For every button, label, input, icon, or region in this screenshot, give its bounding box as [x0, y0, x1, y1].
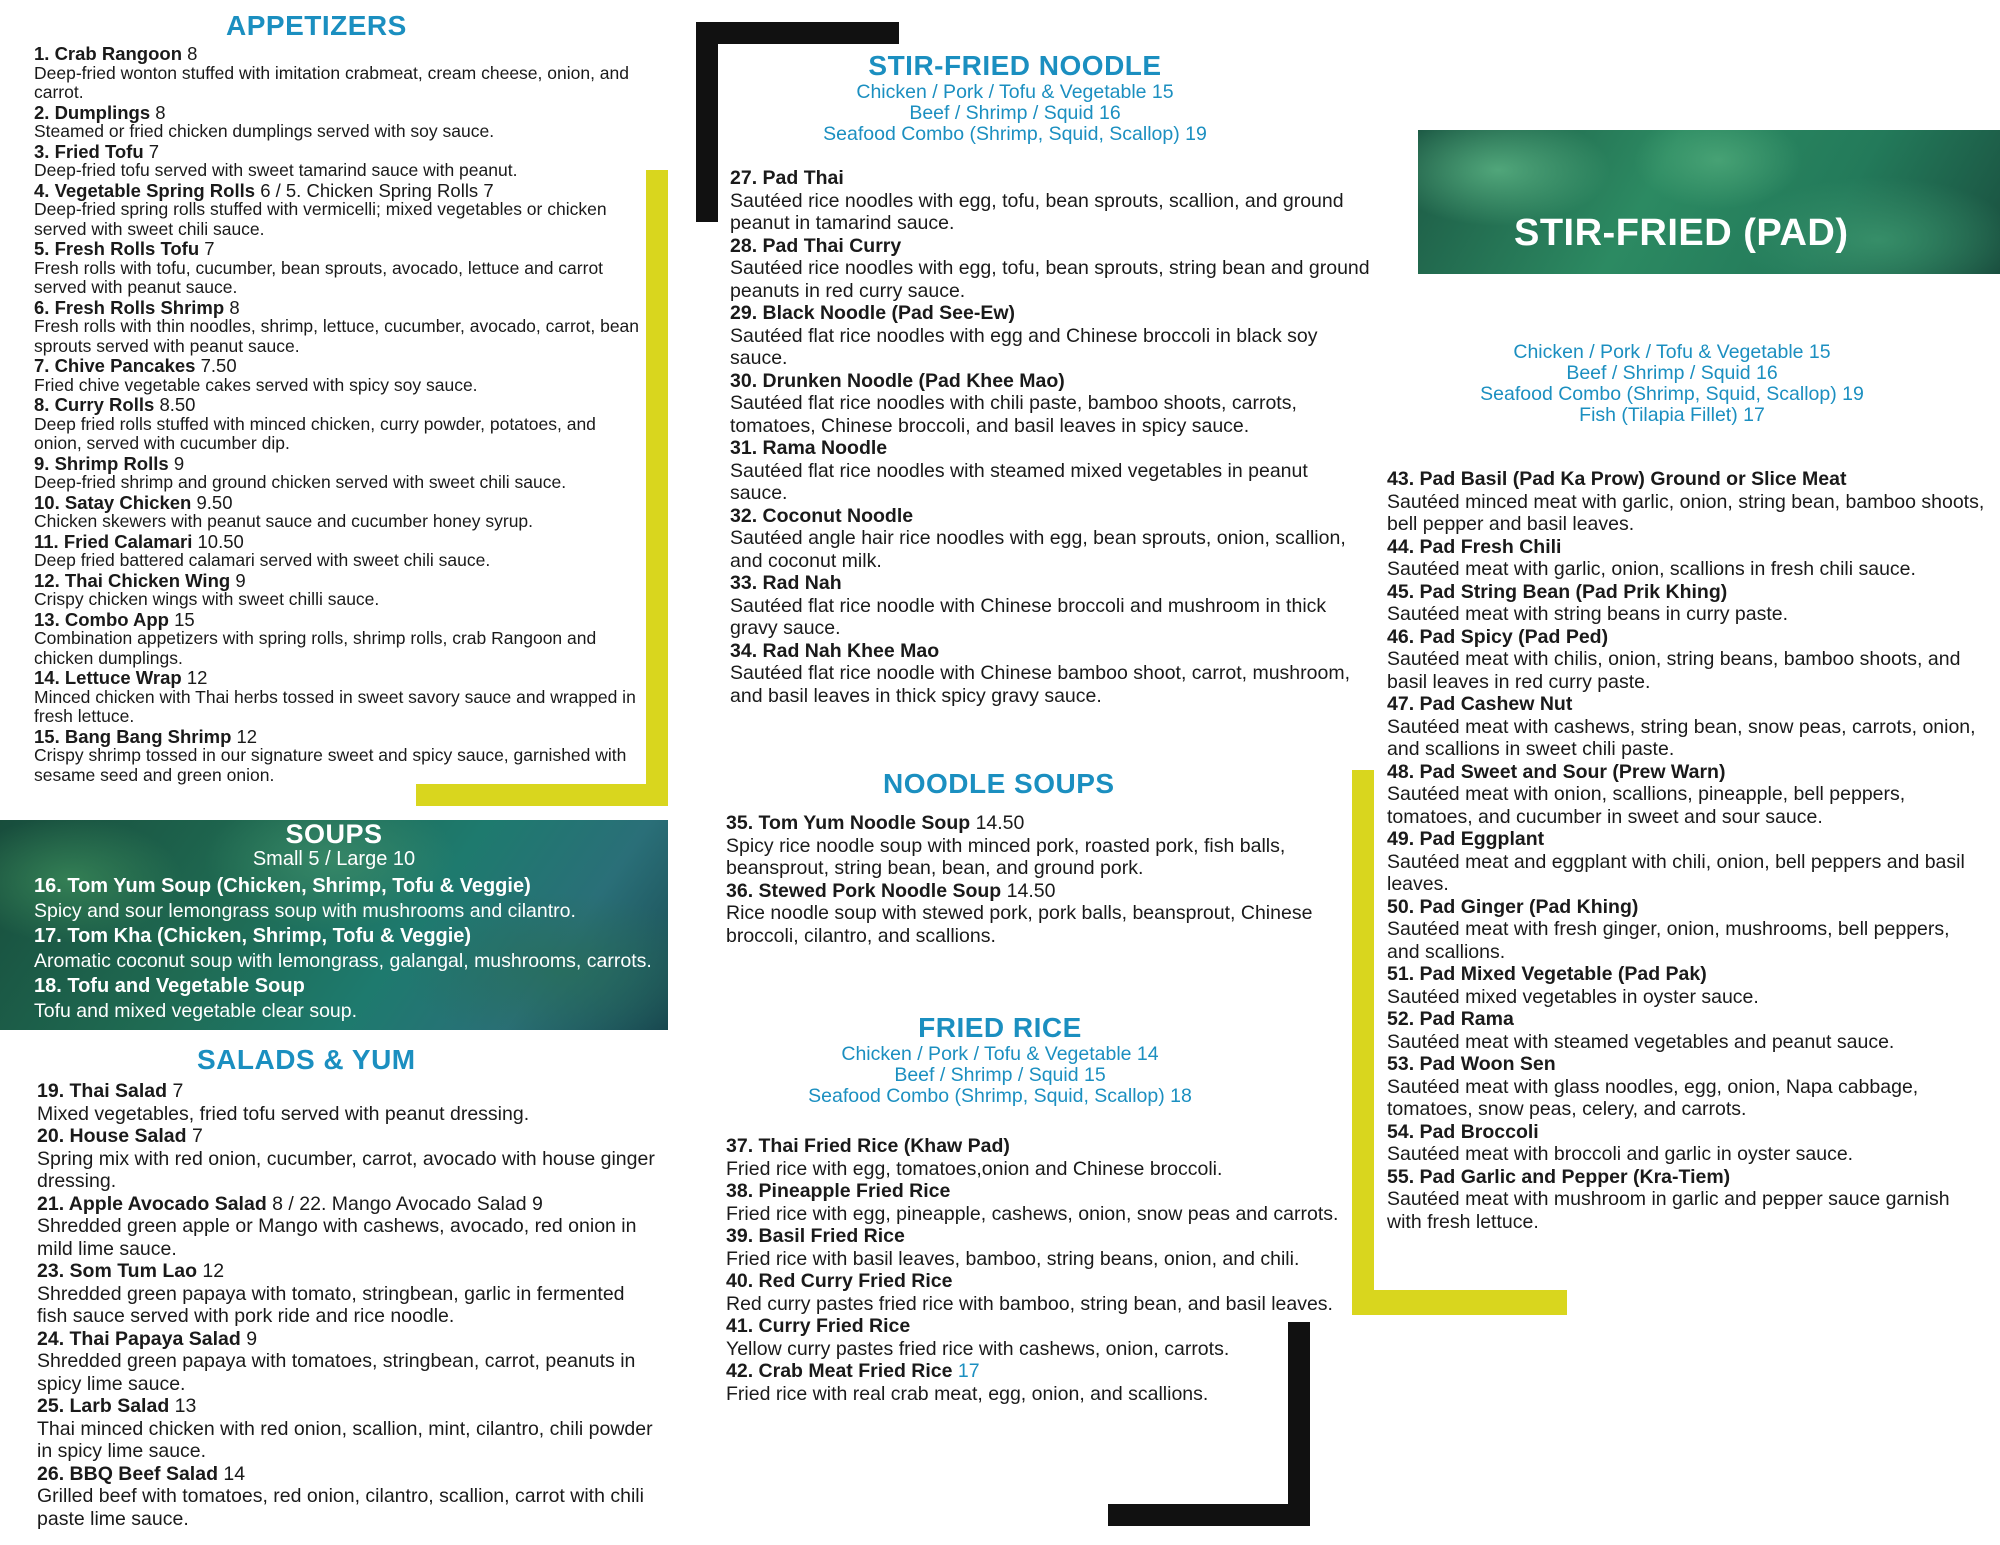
menu-item-header [37, 1260, 657, 1283]
menu-item-header [730, 167, 1370, 190]
stir-fried-noodle-section [730, 50, 1370, 707]
menu-item-name: 3. Fried Tofu [34, 140, 144, 162]
menu-item-name: 52. Pad Rama [1387, 1008, 1514, 1030]
menu-item-description: Sautéed flat rice noodles with egg and Chinese broccoli in black soy sauce. [730, 324, 1318, 369]
menu-item-price: 14.50 [975, 812, 1025, 834]
menu-item-name: 1. Crab Rangoon [34, 43, 183, 64]
menu-item-price: 8 [229, 296, 240, 318]
menu-item-header [34, 454, 644, 474]
menu-item-name: 8. Curry Rolls [34, 394, 155, 415]
menu-item-header [730, 370, 1370, 393]
menu-item-header [726, 1180, 1366, 1203]
menu-item-name: 23. Som Tum Lao [37, 1260, 197, 1282]
menu-item [1387, 828, 1987, 896]
price-tier-line: Beef / Shrimp / Squid 16 [909, 102, 1121, 124]
yellow-frame-bar-vertical-1 [646, 170, 668, 806]
menu-item-name: 17. Tom Kha (Chicken, Shrimp, Tofu & Veggie) [34, 925, 472, 947]
menu-item [34, 142, 644, 181]
menu-item-name: 42. Crab Meat Fried Rice [726, 1360, 953, 1382]
menu-item-description: Sautéed minced meat with garlic, onion, string bean, bamboo shoots, bell pepper and basil leaves. [1387, 490, 1985, 535]
menu-item [730, 640, 1370, 708]
menu-item-description: Sautéed flat rice noodles with steamed mixed vegetables in peanut sauce. [730, 459, 1308, 504]
menu-item [37, 1193, 657, 1261]
menu-item-name: 39. Basil Fried Rice [726, 1225, 905, 1247]
salads-section [37, 1044, 657, 1530]
menu-item-description: Sautéed meat with broccoli and garlic in oyster sauce. [1387, 1143, 1854, 1165]
menu-item-description: Spicy and sour lemongrass soup with mushrooms and cilantro. [34, 900, 576, 922]
menu-item [34, 395, 644, 454]
menu-item-price: 7 [192, 1125, 203, 1147]
menu-item-description: Crispy chicken wings with sweet chilli sauce. [34, 589, 380, 609]
menu-item-header [1387, 963, 1987, 986]
menu-item-header [1387, 468, 1987, 491]
menu-item-price: 7.50 [200, 355, 237, 376]
menu-item [1387, 536, 1987, 581]
menu-item-name: 40. Red Curry Fried Rice [726, 1270, 953, 1292]
menu-item-header [1387, 536, 1987, 559]
menu-item-header [37, 1395, 657, 1418]
salads-list [37, 1080, 657, 1530]
menu-item-name: 54. Pad Broccoli [1387, 1120, 1539, 1143]
menu-item-description: Grilled beef with tomatoes, red onion, cilantro, scallion, carrot with chili paste lime sauce. [37, 1485, 644, 1530]
menu-item-description: Fresh rolls with tofu, cucumber, bean sprouts, avocado, lettuce and carrot served with peanut sauce. [34, 257, 604, 297]
stir-fried-pad-prices [1387, 342, 1957, 426]
menu-item-name: 14. Lettuce Wrap [34, 667, 182, 688]
menu-item-name: 29. Black Noodle (Pad See-Ew) [730, 302, 1016, 324]
menu-item-name: 46. Pad Spicy (Pad Ped) [1387, 625, 1609, 648]
stir-fried-pad-section [1387, 342, 1987, 1233]
menu-item [1387, 626, 1987, 694]
menu-item-description: Combination appetizers with spring rolls, shrimp rolls, crab Rangoon and chicken dumplings. [34, 628, 597, 668]
menu-item-name: 38. Pineapple Fried Rice [726, 1180, 951, 1202]
menu-item [730, 505, 1370, 573]
menu-item-header [1387, 1166, 1987, 1189]
menu-item [730, 370, 1370, 438]
menu-item [37, 1080, 657, 1125]
menu-item-header [730, 302, 1370, 325]
menu-item-name: 15. Bang Bang Shrimp [34, 725, 232, 747]
menu-item-description: Steamed or fried chicken dumplings served with soy sauce. [34, 121, 495, 141]
menu-item-name: 21. Apple Avocado Salad [37, 1192, 267, 1215]
menu-item-description: Sautéed rice noodles with egg, tofu, bean sprouts, string bean and ground peanuts in red curry sauce. [730, 257, 1370, 302]
menu-item-header [34, 668, 644, 688]
menu-item-header [34, 181, 644, 201]
menu-item-description: Sautéed flat rice noodle with Chinese bamboo shoot, carrot, mushroom, and basil leaves in thick spicy gravy sauce. [730, 662, 1351, 707]
menu-item-description: Fried rice with egg, pineapple, cashews, onion, snow peas and carrots. [726, 1202, 1339, 1225]
fried-rice-prices [726, 1044, 1274, 1107]
stir-fried-noodle-list [730, 167, 1370, 707]
soups-list [0, 874, 668, 1024]
menu-item [726, 1270, 1366, 1315]
menu-item-description: Sautéed flat rice noodles with chili paste, bamboo shoots, carrots, tomatoes, Chinese broccoli, and basil leaves in spicy sauce. [730, 392, 1297, 437]
menu-item [34, 239, 644, 298]
price-tier-line: Beef / Shrimp / Squid 15 [894, 1064, 1106, 1086]
menu-item-description: Rice noodle soup with stewed pork, pork balls, beansprout, Chinese broccoli, cilantro, and scallions. [726, 902, 1313, 947]
menu-item-price: 12 [202, 1260, 225, 1282]
menu-item-name: 7. Chive Pancakes [34, 355, 196, 376]
menu-item-description: Sautéed flat rice noodle with Chinese broccoli and mushroom in thick gravy sauce. [730, 594, 1327, 639]
noodle-soups-section [726, 768, 1366, 947]
menu-item-description: Thai minced chicken with red onion, scallion, mint, cilantro, chili powder in spicy lime sauce. [37, 1417, 653, 1462]
menu-item-price: 9 [173, 452, 185, 474]
menu-item [37, 1328, 657, 1396]
menu-item-name: 53. Pad Woon Sen [1387, 1053, 1556, 1075]
menu-item-price: 7 [172, 1080, 184, 1102]
menu-item-name: 26. BBQ Beef Salad [37, 1462, 218, 1485]
menu-item [726, 812, 1366, 880]
menu-item-header [1387, 828, 1987, 851]
menu-item-name: 50. Pad Ginger (Pad Khing) [1387, 895, 1639, 918]
menu-item-description: Fried chive vegetable cakes served with spicy soy sauce. [34, 374, 478, 395]
menu-item-description: Sautéed meat with mushroom in garlic and pepper sauce garnish with fresh lettuce. [1387, 1188, 1950, 1233]
appetizers-section [34, 10, 644, 785]
menu-item-description: Sautéed meat with garlic, onion, scallions in fresh chili sauce. [1387, 558, 1916, 580]
menu-item-price: 7 [148, 140, 160, 162]
menu-item-header [34, 974, 668, 998]
menu-item-description: Fresh rolls with thin noodles, shrimp, lettuce, cucumber, avocado, carrot, bean sprouts served with peanut sauce. [34, 316, 640, 356]
menu-item-name: 24. Thai Papaya Salad [37, 1327, 241, 1350]
menu-item-name: 31. Rama Noodle [730, 437, 888, 459]
menu-item-description: Deep-fried spring rolls stuffed with vermicelli; mixed vegetables or chicken served with sweet chili sauce. [34, 199, 607, 239]
price-tier-line: Seafood Combo (Shrimp, Squid, Scallop) 19 [823, 123, 1207, 145]
menu-item-description: Fried rice with egg, tomatoes,onion and Chinese broccoli. [726, 1157, 1223, 1180]
menu-item [1387, 1008, 1987, 1053]
menu-item-name: 28. Pad Thai Curry [730, 234, 902, 257]
menu-item-price: 8.50 [159, 394, 196, 415]
menu-item-header [37, 1080, 657, 1103]
menu-item [34, 974, 668, 1024]
menu-item [37, 1125, 657, 1193]
menu-item-description: Shredded green papaya with tomatoes, stringbean, carrot, peanuts in spicy lime sauce. [37, 1350, 636, 1395]
menu-item-name: 41. Curry Fried Rice [726, 1315, 911, 1337]
menu-item-price: 17 [957, 1360, 980, 1382]
menu-item-header [726, 1360, 1366, 1383]
menu-item-header [34, 356, 644, 376]
menu-item-description: Sautéed rice noodles with egg, tofu, bean sprouts, scallion, and ground peanut in tamarind sauce. [730, 189, 1344, 234]
menu-item [1387, 761, 1987, 829]
price-tier-line: Seafood Combo (Shrimp, Squid, Scallop) 18 [808, 1085, 1192, 1107]
menu-item-name: 33. Rad Nah [730, 572, 842, 594]
menu-item-description: Deep-fried shrimp and ground chicken served with sweet chili sauce. [34, 472, 567, 492]
menu-item-description: Sautéed meat with string beans in curry paste. [1387, 603, 1789, 625]
menu-item-price: 9.50 [196, 491, 233, 513]
menu-item-header [730, 235, 1370, 258]
black-frame-bar-horizontal-1 [696, 22, 899, 44]
menu-item-description: Fried rice with real crab meat, egg, onion, and scallions. [726, 1382, 1209, 1405]
menu-item-name: 47. Pad Cashew Nut [1387, 693, 1573, 715]
menu-item-description: Sautéed meat with glass noodles, egg, onion, Napa cabbage, tomatoes, snow peas, celery, and carrots. [1387, 1075, 1919, 1120]
menu-item-description: Deep fried battered calamari served with sweet chili sauce. [34, 550, 491, 570]
menu-item-header [1387, 581, 1987, 604]
price-tier-line: Seafood Combo (Shrimp, Squid, Scallop) 19 [1480, 383, 1864, 405]
menu-item [34, 924, 668, 974]
menu-item-price: 15 [174, 608, 195, 630]
menu-item [34, 181, 644, 240]
menu-item [1387, 581, 1987, 626]
menu-item-description: Sautéed meat and eggplant with chili, onion, bell peppers and basil leaves. [1387, 850, 1965, 895]
menu-item-name: 18. Tofu and Vegetable Soup [34, 975, 305, 997]
menu-item-price: 13 [174, 1395, 197, 1417]
menu-item-description: Spicy rice noodle soup with minced pork, roasted pork, fish balls, beansprout, string bean, bean, and ground pork. [726, 834, 1286, 879]
menu-item [34, 610, 644, 669]
menu-item-header [34, 493, 644, 513]
menu-item-header [726, 1270, 1366, 1293]
menu-item [730, 437, 1370, 505]
menu-item-name: 16. Tom Yum Soup (Chicken, Shrimp, Tofu & Veggie) [34, 875, 531, 897]
menu-item-header [37, 1328, 657, 1351]
menu-item-name: 12. Thai Chicken Wing [34, 569, 231, 591]
menu-item-name: 11. Fried Calamari [34, 530, 193, 552]
menu-item [730, 302, 1370, 370]
noodle-soups-title: NOODLE SOUPS [883, 768, 1115, 799]
menu-item-description: Red curry pastes fried rice with bamboo, string bean, and basil leaves. [726, 1292, 1333, 1315]
menu-item [34, 454, 644, 493]
menu-item-price: 14.50 [1006, 879, 1056, 902]
menu-item-name: 45. Pad String Bean (Pad Prik Khing) [1387, 580, 1728, 603]
menu-item-description: Shredded green papaya with tomato, stringbean, garlic in fermented fish sauce served with pork ride and rice noodle. [37, 1282, 625, 1327]
menu-item-header [730, 640, 1370, 663]
fried-rice-list [726, 1135, 1366, 1405]
menu-item [730, 572, 1370, 640]
soups-title: SOUPS [285, 819, 383, 849]
price-tier-line: Chicken / Pork / Tofu & Vegetable 14 [841, 1043, 1159, 1065]
yellow-frame-bar-horizontal-2 [1352, 1290, 1567, 1315]
salads-title: SALADS & YUM [197, 1044, 416, 1075]
menu-item-header [726, 812, 1366, 835]
menu-item-name: 9. Shrimp Rolls [34, 452, 169, 474]
menu-item-header [34, 44, 644, 64]
black-frame-bar-horizontal-2 [1108, 1504, 1310, 1526]
menu-item-description: Sautéed meat with cashews, string bean, snow peas, carrots, onion, and scallions in sweet chili paste. [1387, 715, 1976, 760]
menu-item-description: Sautéed angle hair rice noodles with egg, bean sprouts, onion, scallion, and coconut milk. [730, 527, 1346, 572]
menu-item-name: 55. Pad Garlic and Pepper (Kra-Tiem) [1387, 1165, 1731, 1188]
menu-item-description: Minced chicken with Thai herbs tossed in sweet savory sauce and wrapped in fresh lettuce. [34, 686, 636, 726]
stir-fried-noodle-prices [730, 82, 1300, 145]
menu-item-header [1387, 1053, 1987, 1076]
menu-item-name: 51. Pad Mixed Vegetable (Pad Pak) [1387, 963, 1707, 985]
menu-item [37, 1260, 657, 1328]
yellow-frame-bar-horizontal-1 [416, 784, 668, 806]
menu-item [37, 1395, 657, 1463]
menu-item [730, 167, 1370, 235]
menu-item-header [1387, 1008, 1987, 1031]
menu-item-name: 25. Larb Salad [37, 1395, 170, 1417]
menu-item-name: 34. Rad Nah Khee Mao [730, 639, 940, 662]
menu-item [34, 571, 644, 610]
menu-item-price: 14 [223, 1462, 246, 1485]
menu-item-price: 7 [204, 238, 215, 259]
menu-item-price: 9 [246, 1327, 258, 1350]
menu-item-header [726, 1225, 1366, 1248]
menu-item [726, 880, 1366, 948]
menu-item-price: 10.50 [197, 530, 244, 552]
menu-item-price: 12 [186, 667, 208, 688]
menu-item-name: 36. Stewed Pork Noodle Soup [726, 879, 1002, 902]
menu-item-name: 27. Pad Thai [730, 167, 844, 189]
menu-item-name: 32. Coconut Noodle [730, 504, 914, 527]
price-tier-line: Chicken / Pork / Tofu & Vegetable 15 [1513, 341, 1831, 363]
menu-item [726, 1225, 1366, 1270]
menu-item [34, 668, 644, 727]
noodle-soups-list [726, 812, 1366, 947]
menu-item-description: Crispy shrimp tossed in our signature sweet and spicy sauce, garnished with sesame seed and green onion. [34, 745, 627, 785]
menu-item-description: Aromatic coconut soup with lemongrass, galangal, mushrooms, carrots. [34, 950, 652, 972]
menu-item-description: Mixed vegetables, fried tofu served with peanut dressing. [37, 1102, 530, 1125]
menu-item [1387, 1121, 1987, 1166]
stir-fried-pad-list [1387, 468, 1987, 1233]
menu-item [1387, 468, 1987, 536]
menu-item [34, 727, 644, 786]
menu-item-name: 44. Pad Fresh Chili [1387, 535, 1562, 558]
menu-item [34, 874, 668, 924]
appetizers-title: APPETIZERS [226, 10, 407, 41]
menu-item-header [726, 1135, 1366, 1158]
soups-banner [0, 820, 668, 1030]
menu-item-header [1387, 761, 1987, 784]
fried-rice-title: FRIED RICE [918, 1012, 1082, 1043]
menu-item-header [34, 298, 644, 318]
menu-item-header [1387, 626, 1987, 649]
menu-item [34, 532, 644, 571]
menu-item-name: 43. Pad Basil (Pad Ka Prow) Ground or Slice Meat [1387, 468, 1847, 490]
menu-item [726, 1360, 1366, 1405]
menu-item [730, 235, 1370, 303]
menu-item-header [1387, 1121, 1987, 1144]
menu-item-header [37, 1193, 657, 1216]
menu-item-header [37, 1125, 657, 1148]
menu-item-price: 8 [187, 43, 198, 64]
menu-item-description: Deep-fried tofu served with sweet tamarind sauce with peanut. [34, 160, 518, 180]
menu-item-header [34, 874, 668, 898]
menu-item-price: 8 [155, 101, 166, 123]
menu-item-description: Fried rice with basil leaves, bamboo, string beans, onion, and chili. [726, 1247, 1300, 1270]
menu-item-name: 19. Thai Salad [37, 1080, 168, 1102]
menu-item-description: Tofu and mixed vegetable clear soup. [34, 1000, 358, 1022]
menu-item-description: Shredded green apple or Mango with cashews, avocado, red onion in mild lime sauce. [37, 1215, 637, 1260]
menu-item-price: 9 [235, 569, 246, 591]
menu-item-name: 30. Drunken Noodle (Pad Khee Mao) [730, 369, 1065, 392]
soups-sizes: Small 5 / Large 10 [252, 848, 416, 870]
menu-item-name: 37. Thai Fried Rice (Khaw Pad) [726, 1135, 1010, 1157]
menu-item-price: 8 / 22. Mango Avocado Salad 9 [272, 1192, 543, 1215]
menu-item-header [34, 103, 644, 123]
menu-item-name: 20. House Salad [37, 1125, 187, 1147]
stir-fried-noodle-title: STIR-FRIED NOODLE [868, 50, 1162, 81]
menu-item [726, 1135, 1366, 1180]
menu-item-description: Deep-fried wonton stuffed with imitation crabmeat, cream cheese, onion, and carrot. [34, 62, 629, 102]
menu-item-header [34, 610, 644, 630]
menu-item-description: Sautéed meat with onion, scallions, pineapple, bell peppers, tomatoes, and cucumber in sweet and sour sauce. [1387, 783, 1906, 828]
menu-item-header [726, 1315, 1366, 1338]
menu-item-name: 10. Satay Chicken [34, 491, 192, 513]
menu-item-description: Deep fried rolls stuffed with minced chicken, curry powder, potatoes, and onion, served with cucumber dip. [34, 413, 596, 453]
menu-item-name: 49. Pad Eggplant [1387, 828, 1545, 850]
menu-item-header [730, 505, 1370, 528]
stir-fried-pad-title: STIR-FRIED (PAD) [1514, 212, 1849, 254]
fried-rice-section [726, 1012, 1366, 1405]
menu-item-name: 48. Pad Sweet and Sour (Prew Warn) [1387, 760, 1726, 783]
menu-item-name: 2. Dumplings [34, 101, 151, 123]
price-tier-line: Beef / Shrimp / Squid 16 [1566, 362, 1778, 384]
menu-item-price: 6 / 5. Chicken Spring Rolls 7 [260, 179, 494, 201]
menu-item-description: Sautéed meat with fresh ginger, onion, mushrooms, bell peppers, and scallions. [1387, 918, 1950, 963]
menu-item-price: 12 [236, 725, 258, 747]
price-tier-line: Chicken / Pork / Tofu & Vegetable 15 [856, 81, 1174, 103]
menu-item-description: Sautéed meat with steamed vegetables and peanut sauce. [1387, 1030, 1895, 1053]
menu-item-name: 6. Fresh Rolls Shrimp [34, 296, 225, 318]
menu-item-header [34, 532, 644, 552]
menu-item [34, 493, 644, 532]
menu-item [34, 298, 644, 357]
menu-item [37, 1463, 657, 1531]
menu-item [1387, 1053, 1987, 1121]
menu-item [1387, 693, 1987, 761]
menu-item-header [34, 727, 644, 747]
menu-item [726, 1315, 1366, 1360]
black-frame-bar-vertical-1 [696, 22, 718, 222]
menu-item [34, 103, 644, 142]
menu-item-header [34, 571, 644, 591]
menu-item-header [34, 395, 644, 415]
menu-item [34, 44, 644, 103]
menu-item [1387, 963, 1987, 1008]
menu-item-description: Spring mix with red onion, cucumber, carrot, avocado with house ginger dressing. [37, 1147, 655, 1192]
menu-item-header [34, 924, 668, 948]
menu-item [34, 356, 644, 395]
menu-item-description: Chicken skewers with peanut sauce and cucumber honey syrup. [34, 511, 534, 531]
menu-item [726, 1180, 1366, 1225]
stir-fried-pad-banner [1418, 130, 2000, 274]
menu-item-description: Sautéed mixed vegetables in oyster sauce. [1387, 985, 1759, 1008]
menu-item-header [726, 880, 1366, 903]
appetizers-list [34, 44, 644, 785]
menu-item-name: 5. Fresh Rolls Tofu [34, 238, 200, 259]
menu-item-description: Sautéed meat with chilis, onion, string beans, bamboo shoots, and basil leaves in red curry paste. [1387, 648, 1961, 693]
menu-item-header [730, 437, 1370, 460]
menu-item-name: 4. Vegetable Spring Rolls [34, 179, 256, 201]
menu-item-header [34, 142, 644, 162]
menu-item [1387, 1166, 1987, 1234]
menu-item-header [37, 1463, 657, 1486]
menu-item-header [1387, 896, 1987, 919]
menu-item [1387, 896, 1987, 964]
menu-item-name: 35. Tom Yum Noodle Soup [726, 812, 971, 834]
menu-item-header [34, 239, 644, 259]
menu-item-description: Yellow curry pastes fried rice with cashews, onion, carrots. [726, 1337, 1230, 1360]
menu-item-header [1387, 693, 1987, 716]
price-tier-line: Fish (Tilapia Fillet) 17 [1579, 404, 1765, 426]
menu-item-header [730, 572, 1370, 595]
menu-item-name: 13. Combo App [34, 608, 169, 630]
